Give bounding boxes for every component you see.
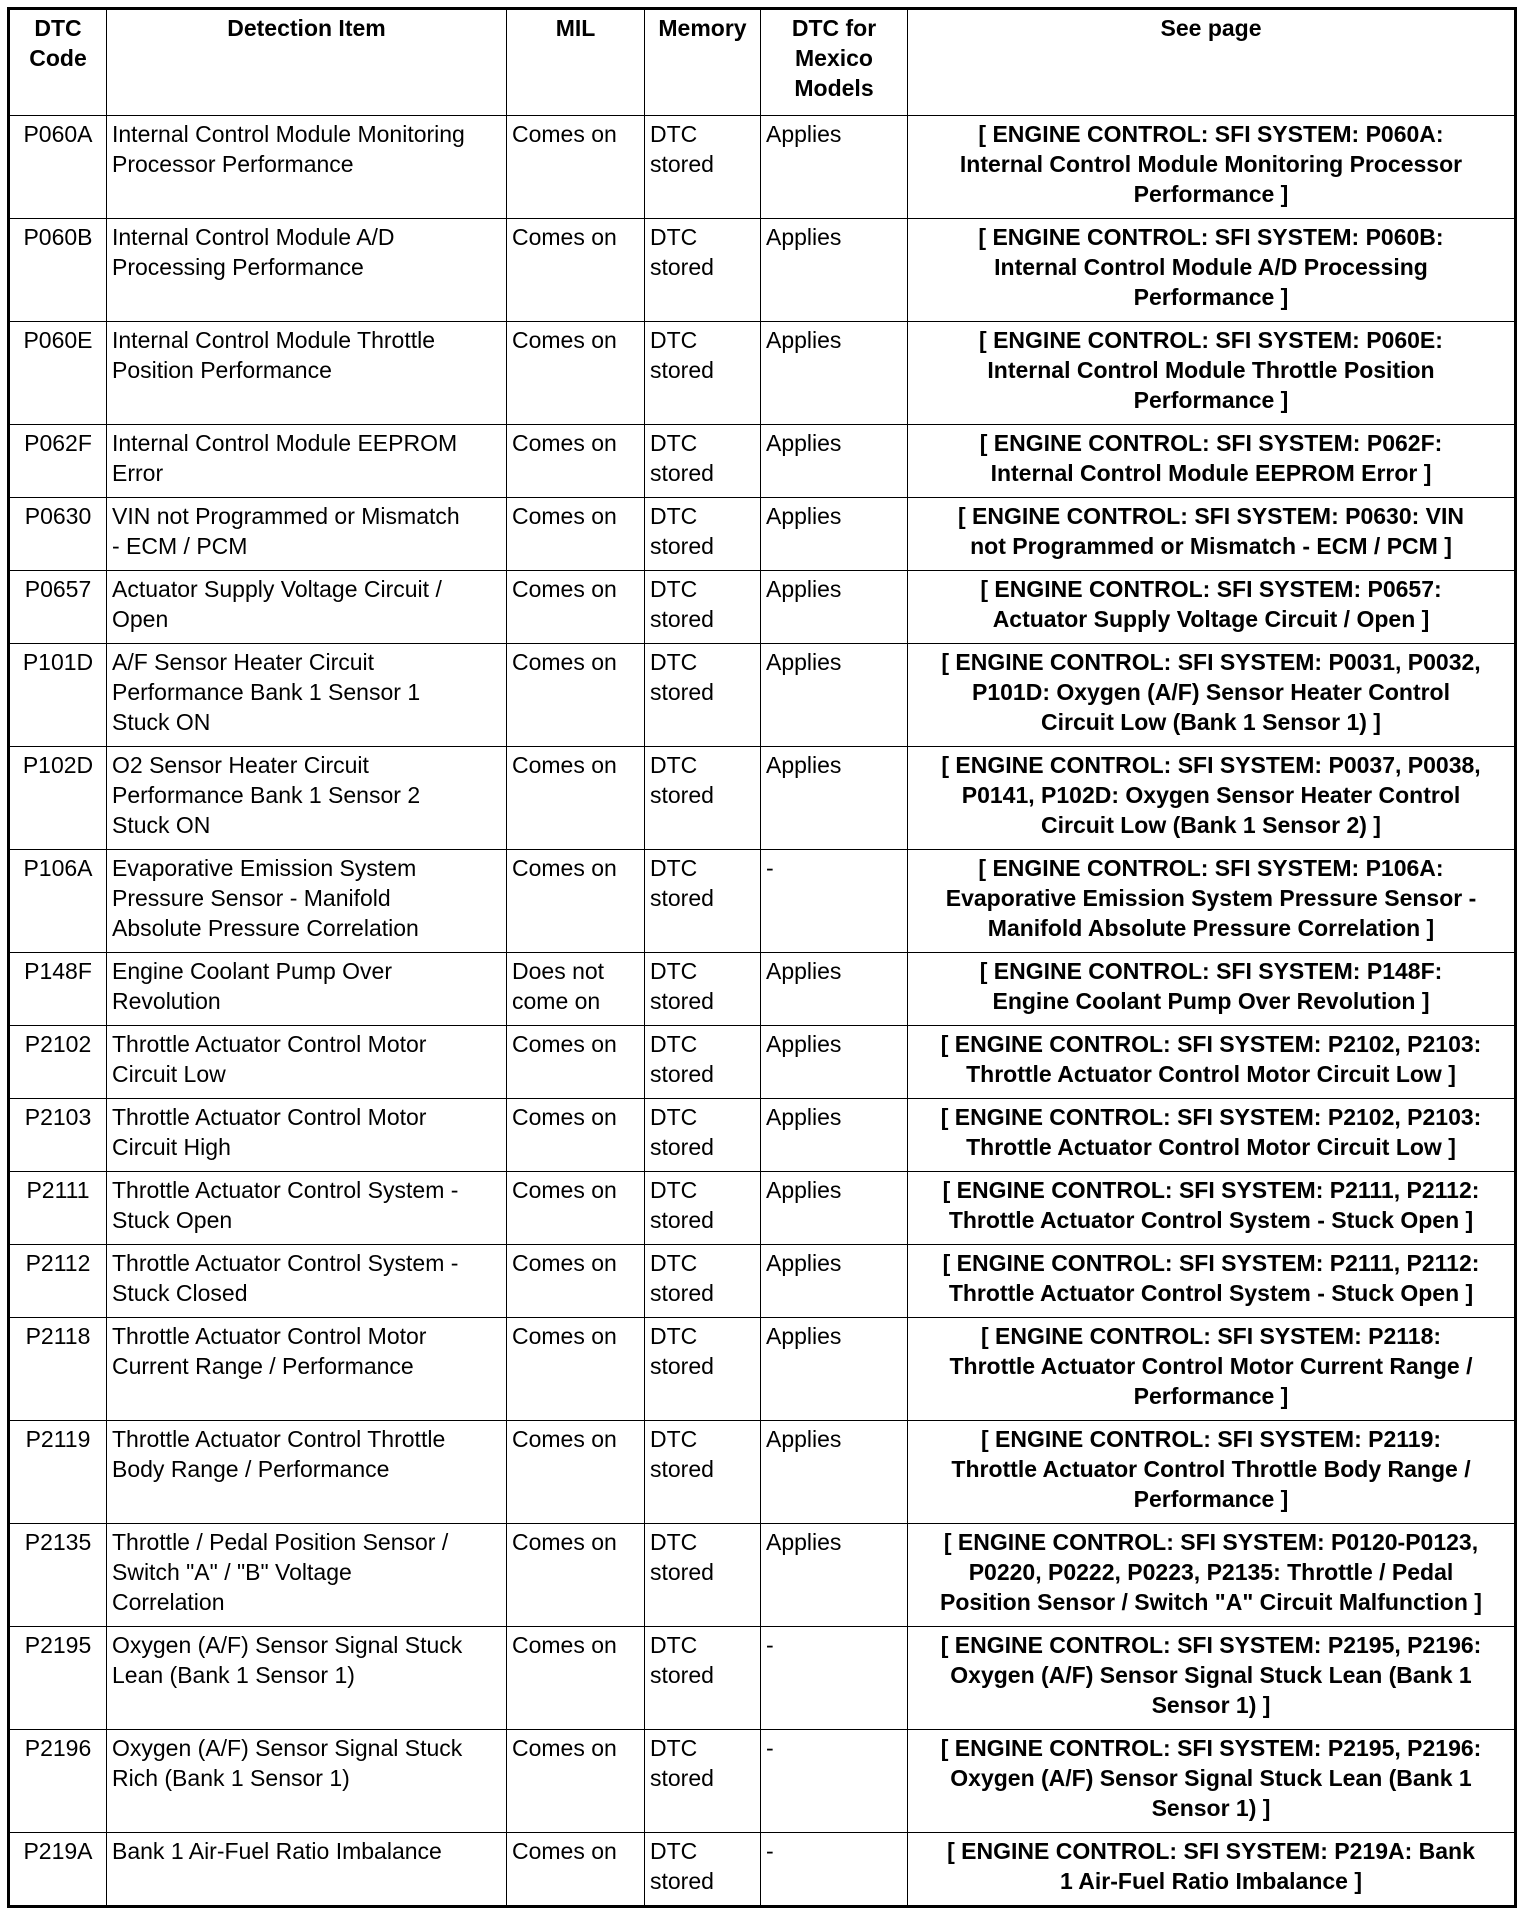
see-page-link[interactable]: [ ENGINE CONTROL: SFI SYSTEM: P0031, P0032, P101D: Oxygen (A/F) Sensor Heater Control Circuit Low (Bank 1 Sensor 1) ]: [908, 644, 1516, 747]
see-page-link[interactable]: [ ENGINE CONTROL: SFI SYSTEM: P0657: Actuator Supply Voltage Circuit / Open ]: [908, 571, 1516, 644]
see-page-link[interactable]: [ ENGINE CONTROL: SFI SYSTEM: P060A: Internal Control Module Monitoring Processor Performance ]: [908, 116, 1516, 219]
table-row: [9, 1730, 1516, 1833]
mil-status: Comes on: [507, 425, 645, 498]
see-page-link[interactable]: [ ENGINE CONTROL: SFI SYSTEM: P0630: VIN not Programmed or Mismatch - ECM / PCM ]: [908, 498, 1516, 571]
table-row: [9, 1833, 1516, 1907]
dtc-code: P060E: [9, 322, 107, 425]
dtc-code: P2195: [9, 1627, 107, 1730]
mexico-applies: Applies: [761, 747, 908, 850]
mil-status: Comes on: [507, 1026, 645, 1099]
table-row: [9, 747, 1516, 850]
detection-item: Internal Control Module Monitoring Processor Performance: [107, 116, 507, 219]
detection-item: Internal Control Module EEPROM Error: [107, 425, 507, 498]
see-page-link[interactable]: [ ENGINE CONTROL: SFI SYSTEM: P2111, P2112: Throttle Actuator Control System - Stuck Open ]: [908, 1172, 1516, 1245]
table-row: [9, 644, 1516, 747]
mil-status: Comes on: [507, 747, 645, 850]
dtc-code: P219A: [9, 1833, 107, 1907]
detection-item: O2 Sensor Heater Circuit Performance Bank 1 Sensor 2 Stuck ON: [107, 747, 507, 850]
table-row: [9, 322, 1516, 425]
mil-status: Comes on: [507, 850, 645, 953]
detection-item: Throttle Actuator Control System - Stuck Closed: [107, 1245, 507, 1318]
table-row: [9, 1172, 1516, 1245]
dtc-code: P2135: [9, 1524, 107, 1627]
see-page-link[interactable]: [ ENGINE CONTROL: SFI SYSTEM: P2111, P2112: Throttle Actuator Control System - Stuck Open ]: [908, 1245, 1516, 1318]
detection-item: Throttle Actuator Control Motor Current Range / Performance: [107, 1318, 507, 1421]
memory-status: DTC stored: [645, 747, 761, 850]
table-row: [9, 1245, 1516, 1318]
mil-status: Comes on: [507, 322, 645, 425]
memory-status: DTC stored: [645, 219, 761, 322]
dtc-code: P2111: [9, 1172, 107, 1245]
mil-status: Comes on: [507, 219, 645, 322]
dtc-code: P106A: [9, 850, 107, 953]
header-see-page: See page: [908, 9, 1516, 116]
table-row: [9, 1318, 1516, 1421]
see-page-link[interactable]: [ ENGINE CONTROL: SFI SYSTEM: P219A: Bank 1 Air-Fuel Ratio Imbalance ]: [908, 1833, 1516, 1907]
mil-status: Comes on: [507, 571, 645, 644]
dtc-code: P0630: [9, 498, 107, 571]
detection-item: VIN not Programmed or Mismatch - ECM / PCM: [107, 498, 507, 571]
memory-status: DTC stored: [645, 1627, 761, 1730]
see-page-link[interactable]: [ ENGINE CONTROL: SFI SYSTEM: P0037, P0038, P0141, P102D: Oxygen Sensor Heater Control Circuit Low (Bank 1 Sensor 2) ]: [908, 747, 1516, 850]
mil-status: Comes on: [507, 1730, 645, 1833]
see-page-link[interactable]: [ ENGINE CONTROL: SFI SYSTEM: P2118: Throttle Actuator Control Motor Current Range / Performance ]: [908, 1318, 1516, 1421]
table-row: [9, 219, 1516, 322]
mexico-applies: Applies: [761, 1172, 908, 1245]
detection-item: Throttle Actuator Control Motor Circuit Low: [107, 1026, 507, 1099]
detection-item: Oxygen (A/F) Sensor Signal Stuck Lean (Bank 1 Sensor 1): [107, 1627, 507, 1730]
mil-status: Does not come on: [507, 953, 645, 1026]
mexico-applies: Applies: [761, 1099, 908, 1172]
table-row: [9, 498, 1516, 571]
dtc-code: P2102: [9, 1026, 107, 1099]
table-row: [9, 953, 1516, 1026]
mexico-applies: Applies: [761, 498, 908, 571]
memory-status: DTC stored: [645, 1318, 761, 1421]
table-row: [9, 1099, 1516, 1172]
detection-item: Actuator Supply Voltage Circuit / Open: [107, 571, 507, 644]
table-row: [9, 1627, 1516, 1730]
mexico-applies: Applies: [761, 322, 908, 425]
memory-status: DTC stored: [645, 850, 761, 953]
detection-item: Internal Control Module Throttle Position Performance: [107, 322, 507, 425]
table-row: [9, 1026, 1516, 1099]
dtc-code: P060B: [9, 219, 107, 322]
mil-status: Comes on: [507, 498, 645, 571]
memory-status: DTC stored: [645, 1730, 761, 1833]
memory-status: DTC stored: [645, 1524, 761, 1627]
detection-item: Internal Control Module A/D Processing Performance: [107, 219, 507, 322]
memory-status: DTC stored: [645, 322, 761, 425]
memory-status: DTC stored: [645, 644, 761, 747]
mexico-applies: Applies: [761, 571, 908, 644]
dtc-code: P102D: [9, 747, 107, 850]
mexico-applies: Applies: [761, 1318, 908, 1421]
memory-status: DTC stored: [645, 953, 761, 1026]
see-page-link[interactable]: [ ENGINE CONTROL: SFI SYSTEM: P2195, P2196: Oxygen (A/F) Sensor Signal Stuck Lean (Bank 1 Sensor 1) ]: [908, 1627, 1516, 1730]
see-page-link[interactable]: [ ENGINE CONTROL: SFI SYSTEM: P2195, P2196: Oxygen (A/F) Sensor Signal Stuck Lean (Bank 1 Sensor 1) ]: [908, 1730, 1516, 1833]
header-memory: Memory: [645, 9, 761, 116]
see-page-link[interactable]: [ ENGINE CONTROL: SFI SYSTEM: P2102, P2103: Throttle Actuator Control Motor Circuit Low ]: [908, 1099, 1516, 1172]
dtc-code: P2118: [9, 1318, 107, 1421]
header-row: [9, 9, 1516, 116]
mil-status: Comes on: [507, 1172, 645, 1245]
mexico-applies: -: [761, 1833, 908, 1907]
mexico-applies: Applies: [761, 1245, 908, 1318]
detection-item: Oxygen (A/F) Sensor Signal Stuck Rich (Bank 1 Sensor 1): [107, 1730, 507, 1833]
mil-status: Comes on: [507, 1099, 645, 1172]
memory-status: DTC stored: [645, 425, 761, 498]
dtc-code: P148F: [9, 953, 107, 1026]
mexico-applies: Applies: [761, 425, 908, 498]
see-page-link[interactable]: [ ENGINE CONTROL: SFI SYSTEM: P060E: Internal Control Module Throttle Position Performance ]: [908, 322, 1516, 425]
mil-status: Comes on: [507, 116, 645, 219]
memory-status: DTC stored: [645, 1099, 761, 1172]
mil-status: Comes on: [507, 1833, 645, 1907]
mexico-applies: Applies: [761, 644, 908, 747]
mexico-applies: Applies: [761, 1421, 908, 1524]
memory-status: DTC stored: [645, 1026, 761, 1099]
detection-item: Bank 1 Air-Fuel Ratio Imbalance: [107, 1833, 507, 1907]
dtc-code: P2119: [9, 1421, 107, 1524]
mil-status: Comes on: [507, 1318, 645, 1421]
dtc-code: P0657: [9, 571, 107, 644]
memory-status: DTC stored: [645, 116, 761, 219]
table-row: [9, 425, 1516, 498]
dtc-code: P2103: [9, 1099, 107, 1172]
detection-item: A/F Sensor Heater Circuit Performance Bank 1 Sensor 1 Stuck ON: [107, 644, 507, 747]
header-detection-item: Detection Item: [107, 9, 507, 116]
table-row: [9, 571, 1516, 644]
mexico-applies: Applies: [761, 116, 908, 219]
memory-status: DTC stored: [645, 571, 761, 644]
see-page-link[interactable]: [ ENGINE CONTROL: SFI SYSTEM: P0120-P0123, P0220, P0222, P0223, P2135: Throttle / Pedal Position Sensor / Switch "A" Circuit Malfunction ]: [908, 1524, 1516, 1627]
header-mexico: DTC for Mexico Models: [761, 9, 908, 116]
detection-item: Throttle Actuator Control System - Stuck Open: [107, 1172, 507, 1245]
mil-status: Comes on: [507, 1421, 645, 1524]
memory-status: DTC stored: [645, 498, 761, 571]
mil-status: Comes on: [507, 644, 645, 747]
detection-item: Evaporative Emission System Pressure Sensor - Manifold Absolute Pressure Correlation: [107, 850, 507, 953]
mexico-applies: Applies: [761, 219, 908, 322]
table-row: [9, 116, 1516, 219]
header-dtc-code: DTC Code: [9, 9, 107, 116]
mil-status: Comes on: [507, 1245, 645, 1318]
see-page-link[interactable]: [ ENGINE CONTROL: SFI SYSTEM: P148F: Engine Coolant Pump Over Revolution ]: [908, 953, 1516, 1026]
table-row: [9, 1524, 1516, 1627]
see-page-link[interactable]: [ ENGINE CONTROL: SFI SYSTEM: P2102, P2103: Throttle Actuator Control Motor Circuit Low ]: [908, 1026, 1516, 1099]
dtc-code: P2112: [9, 1245, 107, 1318]
detection-item: Throttle Actuator Control Motor Circuit High: [107, 1099, 507, 1172]
dtc-table: [7, 7, 1517, 1908]
memory-status: DTC stored: [645, 1245, 761, 1318]
mexico-applies: -: [761, 850, 908, 953]
header-mil: MIL: [507, 9, 645, 116]
table-row: [9, 850, 1516, 953]
detection-item: Engine Coolant Pump Over Revolution: [107, 953, 507, 1026]
dtc-code: P062F: [9, 425, 107, 498]
memory-status: DTC stored: [645, 1172, 761, 1245]
detection-item: Throttle Actuator Control Throttle Body Range / Performance: [107, 1421, 507, 1524]
table-row: [9, 1421, 1516, 1524]
see-page-link[interactable]: [ ENGINE CONTROL: SFI SYSTEM: P060B: Internal Control Module A/D Processing Performance ]: [908, 219, 1516, 322]
mexico-applies: -: [761, 1730, 908, 1833]
memory-status: DTC stored: [645, 1833, 761, 1907]
mexico-applies: Applies: [761, 1524, 908, 1627]
mexico-applies: -: [761, 1627, 908, 1730]
dtc-code: P060A: [9, 116, 107, 219]
mexico-applies: Applies: [761, 953, 908, 1026]
detection-item: Throttle / Pedal Position Sensor / Switch "A" / "B" Voltage Correlation: [107, 1524, 507, 1627]
mil-status: Comes on: [507, 1627, 645, 1730]
dtc-code: P101D: [9, 644, 107, 747]
see-page-link[interactable]: [ ENGINE CONTROL: SFI SYSTEM: P062F: Internal Control Module EEPROM Error ]: [908, 425, 1516, 498]
see-page-link[interactable]: [ ENGINE CONTROL: SFI SYSTEM: P106A: Evaporative Emission System Pressure Sensor - Manifold Absolute Pressure Correlation ]: [908, 850, 1516, 953]
mexico-applies: Applies: [761, 1026, 908, 1099]
mil-status: Comes on: [507, 1524, 645, 1627]
memory-status: DTC stored: [645, 1421, 761, 1524]
see-page-link[interactable]: [ ENGINE CONTROL: SFI SYSTEM: P2119: Throttle Actuator Control Throttle Body Range / Performance ]: [908, 1421, 1516, 1524]
dtc-code: P2196: [9, 1730, 107, 1833]
